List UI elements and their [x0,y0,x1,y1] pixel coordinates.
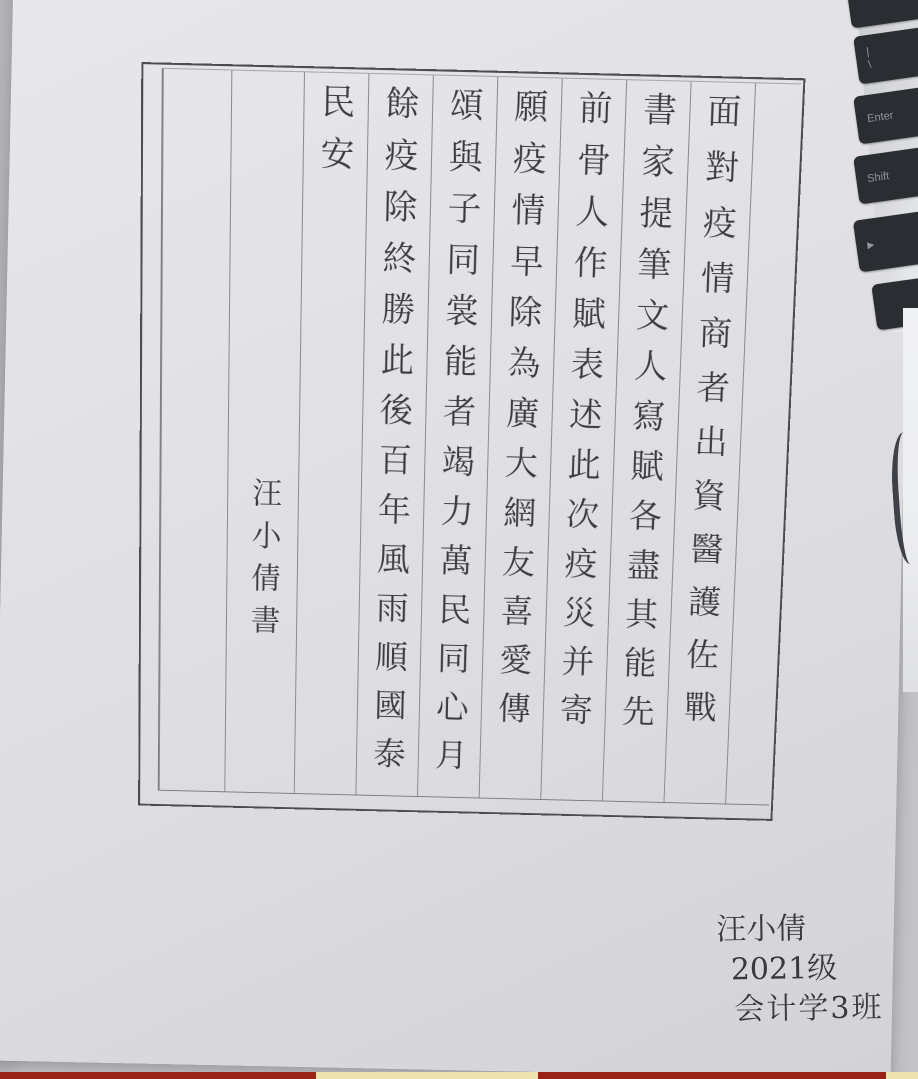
key-label: Shift [866,169,890,185]
note-author: 汪小倩 [716,911,807,948]
grid-columns [158,68,801,806]
strip-red-segment [0,1072,316,1079]
grid-empty-column [159,69,232,791]
calligraphy-text: 書家提筆文人寫賦各盡其能先 [616,90,679,744]
key-label [885,294,918,306]
strip-cream-segment [316,1072,538,1079]
signature-column [224,71,304,794]
calligraphy-text: 面對疫情商者出資醫護佐戰 [678,92,743,743]
key-label: | [865,46,871,59]
calligraphy-text: 前骨人作賦表述此次疫災并寄 [554,89,615,742]
key-label: \ [867,58,873,72]
calligraphy-text: 願疫情早除為廣大網友喜愛傳 [492,87,550,741]
note-class: 会计学3班 [734,990,884,1028]
key-label: Enter [866,109,895,125]
calligraphy-grid [138,62,805,821]
keyboard-key-enter [853,84,918,145]
strip-cream-segment [886,1072,918,1079]
desk-edge-strip [0,1072,918,1079]
calligraphy-text: 頌與子同裳能者竭力萬民同心月 [429,86,486,787]
key-label [859,0,918,1]
handwritten-note [716,908,884,1031]
keyboard-key-shift [853,144,918,205]
calligraphy-text: 餘疫除終勝此後百年風雨順國泰 [367,84,421,786]
strip-red-segment [538,1072,886,1079]
laptop-keyboard [844,0,918,332]
arrow-icon: ▶ [866,239,875,250]
note-year: 2021级 [730,951,838,988]
calligraphy-column-7 [294,72,369,794]
keyboard-key-arrow [853,208,918,273]
calligraphy-text: 民安 [315,83,357,188]
signature-text: 汪小倩書 [244,476,282,647]
